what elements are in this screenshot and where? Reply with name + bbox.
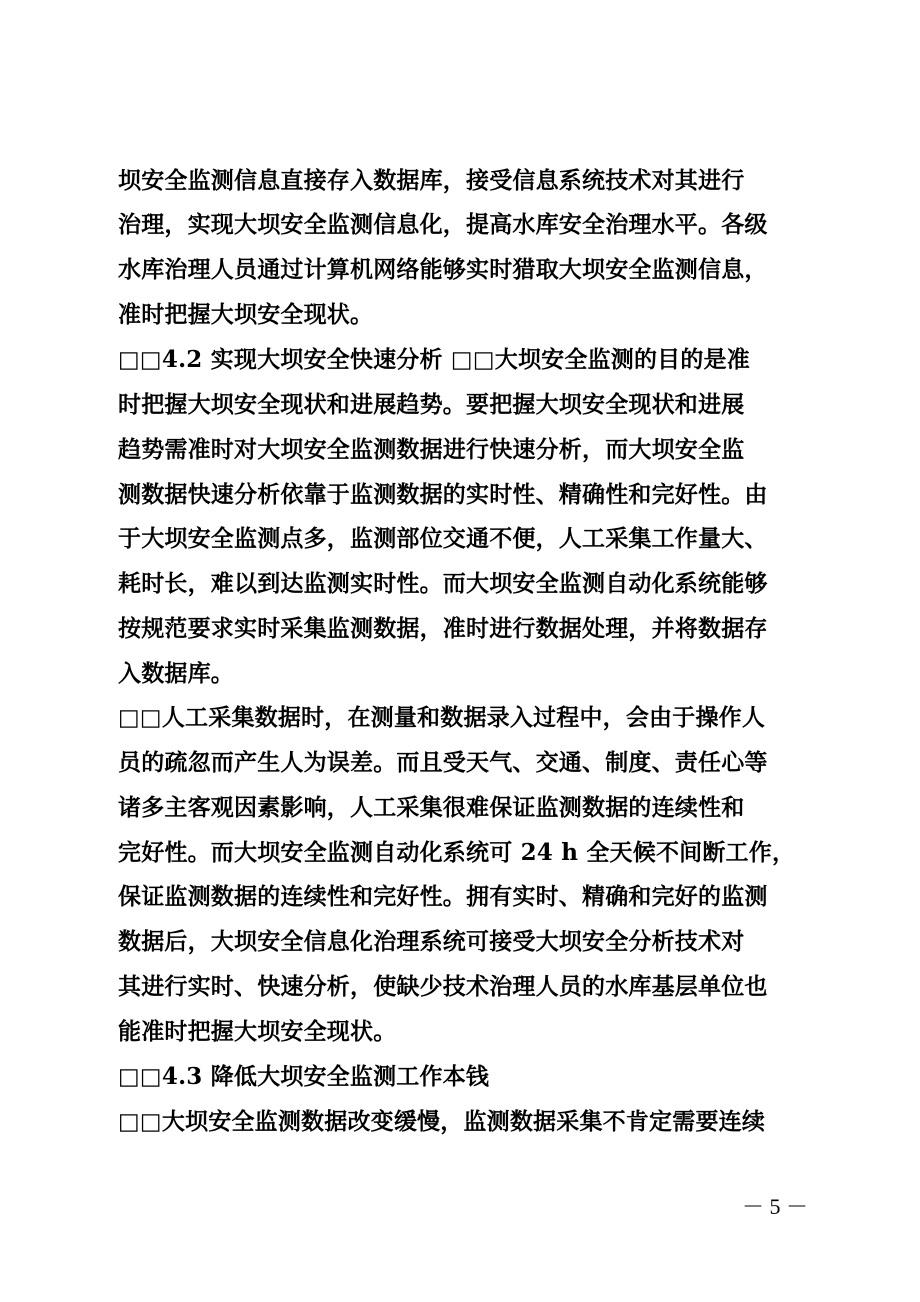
text-line-10: 耗时长，难以到达监测实时性。而大坝安全监测自动化系统能够 [118,570,768,597]
text-line-7: 趋势需准时对大坝安全监测数据进行快速分析，而大坝安全监 [118,436,745,463]
text-line-6: 时把握大坝安全现状和进展趋势。要把握大坝安全现状和进展 [118,391,745,418]
page-number: － 5 － [741,1194,808,1219]
text-line-14: 员的疏忽而产生人为误差。而且受天气、交通、制度、责任心等 [118,749,768,776]
text-line-3: 水库治理人员通过计算机网络能够实时猎取大坝安全监测信息， [118,256,768,283]
text-line-22: □□大坝安全监测数据改变缓慢，监测数据采集不肯定需要连续 [118,1108,766,1135]
text-line-15: 诸多主客观因素影响，人工采集很难保证监测数据的连续性和 [118,794,745,821]
text-line-11: 按规范要求实时采集监测数据，准时进行数据处理，并将数据存 [118,615,768,642]
text-line-18: 数据后，大坝安全信息化治理系统可接受大坝安全分析技术对 [118,928,745,955]
section-heading-4-3: □□4.3 降低大坝安全监测工作本钱 [118,1063,490,1090]
text-line-9: 于大坝安全监测点多，监测部位交通不便，人工采集工作量大、 [118,525,768,552]
text-line-8: 测数据快速分析依靠于监测数据的实时性、精确性和完好性。由 [118,481,768,508]
text-line-13: □□人工采集数据时，在测量和数据录入过程中，会由于操作人 [118,704,766,731]
text-line-19: 其进行实时、快速分析，使缺少技术治理人员的水库基层单位也 [118,973,768,1000]
text-line-16: 完好性。而大坝安全监测自动化系统可 24 h 全天候不间断工作， [118,839,796,866]
text-line-4: 准时把握大坝安全现状。 [118,301,374,328]
text-line-20: 能准时把握大坝安全现状。 [118,1018,397,1045]
text-line-12: 入数据库。 [118,660,234,687]
text-line-17: 保证监测数据的连续性和完好性。拥有实时、精确和完好的监测 [118,883,768,910]
text-line-2: 治理，实现大坝安全监测信息化，提高水库安全治理水平。各级 [118,211,768,238]
text-line-1: 坝安全监测信息直接存入数据库，接受信息系统技术对其进行 [118,167,745,194]
section-heading-4-2: □□4.2 实现大坝安全快速分析 □□大坝安全监测的目的是准 [118,346,750,373]
